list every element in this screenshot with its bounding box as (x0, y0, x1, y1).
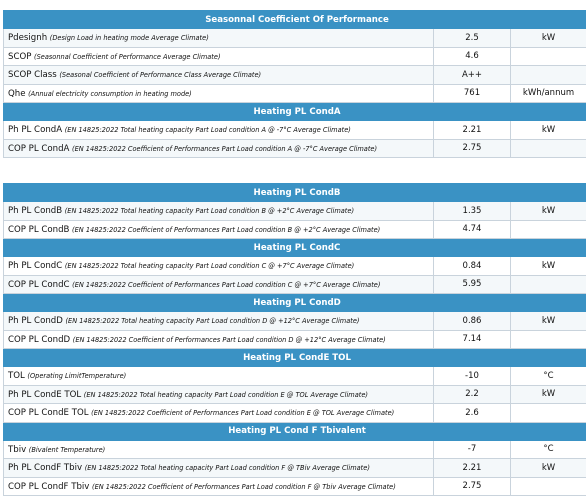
unit-cell: kW (511, 459, 586, 478)
section-header: Heating PL CondC (4, 239, 586, 257)
value-cell: 2.75 (434, 139, 511, 158)
parameter-label: SCOP Class (8, 70, 57, 81)
parameter-label: Ph PL CondB (8, 206, 63, 217)
parameter-label: Ph PL CondD (8, 316, 63, 327)
parameter-label: Ph PL CondA (8, 125, 63, 136)
parameter-cell (4, 312, 434, 331)
section-header-row (4, 184, 586, 202)
table-row (4, 47, 586, 66)
parameter-description: (EN 14825:2022 Total heating capacity Part Load condition D @ +12°C Average Climate) (65, 317, 360, 326)
parameter-description: (EN 14825:2022 Coefficient of Performances Part Load condition C @ +7°C Average Climate) (72, 280, 381, 289)
unit-cell (511, 477, 586, 496)
parameter-description: (EN 14825:2022 Coefficient of Performances Part Load condition E @ TOL Average Climate) (91, 409, 395, 418)
value-cell: -10 (434, 367, 511, 386)
section-header: Heating PL Cond F Tbivalent (4, 422, 586, 440)
part-load-table (3, 183, 586, 496)
value-cell: 761 (434, 84, 511, 103)
parameter-cell (4, 385, 434, 404)
parameter-cell (4, 121, 434, 140)
section-header: Heating PL CondE TOL (4, 349, 586, 367)
parameter-description: (Design Load in heating mode Average Climate) (49, 34, 209, 43)
parameter-label: COP PL CondA (8, 143, 70, 154)
unit-cell: kWh/annum (511, 84, 586, 103)
parameter-cell (4, 257, 434, 276)
table-row (4, 66, 586, 85)
table-row (4, 84, 586, 103)
parameter-description: (EN 14825:2022 Coefficient of Performances Part Load condition F @ Tbiv Average Climate) (92, 482, 396, 491)
parameter-label: COP PL CondE TOL (8, 408, 89, 419)
parameter-cell (4, 139, 434, 158)
unit-cell (511, 330, 586, 349)
value-cell: A++ (434, 66, 511, 85)
parameter-label: Qhe (8, 88, 26, 99)
value-cell: 2.6 (434, 404, 511, 423)
section-header-row (4, 349, 586, 367)
section-header-row (4, 239, 586, 257)
unit-cell: kW (511, 202, 586, 221)
parameter-cell (4, 202, 434, 221)
parameter-label: Ph PL CondE TOL (8, 389, 82, 400)
table-row (4, 29, 586, 48)
parameter-label: Tbiv (8, 444, 27, 455)
table-row (4, 385, 586, 404)
parameter-description: (EN 14825:2022 Coefficient of Performances Part Load condition D @ +12°C Average Climate) (72, 335, 386, 344)
value-cell: -7 (434, 440, 511, 459)
parameter-label: Ph PL CondC (8, 261, 63, 272)
section-header: Heating PL CondA (4, 103, 586, 121)
table-row (4, 139, 586, 158)
parameter-description: (Seasonnal Coefficient of Performance Average Climate) (34, 52, 221, 61)
parameter-cell (4, 66, 434, 85)
parameter-cell (4, 220, 434, 239)
value-cell: 5.95 (434, 275, 511, 294)
parameter-label: COP PL CondF Tbiv (8, 481, 90, 492)
table-row (4, 367, 586, 386)
unit-cell: kW (511, 385, 586, 404)
section-header: Heating PL CondB (4, 184, 586, 202)
parameter-description: (EN 14825:2022 Total heating capacity Part Load condition A @ -7°C Average Climate) (64, 126, 351, 135)
table-title-row (4, 11, 586, 29)
value-cell: 0.84 (434, 257, 511, 276)
unit-cell: kW (511, 312, 586, 331)
parameter-description: (Annual electricity consumption in heating mode) (28, 89, 192, 98)
unit-cell (511, 275, 586, 294)
parameter-label: Ph PL CondF Tbiv (8, 463, 83, 474)
parameter-cell (4, 440, 434, 459)
section-header-row (4, 103, 586, 121)
unit-cell (511, 220, 586, 239)
table-row (4, 257, 586, 276)
parameter-cell (4, 477, 434, 496)
value-cell: 2.2 (434, 385, 511, 404)
table-row (4, 220, 586, 239)
value-cell: 4.6 (434, 47, 511, 66)
section-header-row (4, 294, 586, 312)
parameter-description: (Bivalent Temperature) (28, 445, 106, 454)
section-header: Seasonnal Coefficient Of Performance (4, 11, 586, 29)
table-row (4, 275, 586, 294)
unit-cell: kW (511, 257, 586, 276)
value-cell: 2.21 (434, 459, 511, 478)
parameter-description: (EN 14825:2022 Coefficient of Performances Part Load condition B @ +2°C Average Climate) (72, 225, 381, 234)
parameter-description: (Seasonal Coefficient of Performance Class Average Climate) (59, 71, 262, 80)
unit-cell (511, 139, 586, 158)
parameter-description: (EN 14825:2022 Total heating capacity Part Load condition B @ +2°C Average Climate) (64, 207, 355, 216)
parameter-cell (4, 84, 434, 103)
parameter-cell (4, 47, 434, 66)
value-cell: 4.74 (434, 220, 511, 239)
parameter-description: (Operating LimitTemperature) (27, 372, 127, 381)
parameter-description: (EN 14825:2022 Total heating capacity Part Load condition E @ TOL Average Climate) (83, 390, 368, 399)
unit-cell: °C (511, 367, 586, 386)
parameter-label: SCOP (8, 51, 32, 62)
parameter-cell (4, 29, 434, 48)
value-cell: 2.5 (434, 29, 511, 48)
value-cell: 0.86 (434, 312, 511, 331)
unit-cell: kW (511, 121, 586, 140)
parameter-description: (EN 14825:2022 Coefficient of Performances Part Load condition A @ -7°C Average Climate) (72, 144, 378, 153)
table-row (4, 312, 586, 331)
table-row (4, 440, 586, 459)
parameter-cell (4, 330, 434, 349)
value-cell: 2.21 (434, 121, 511, 140)
table-row (4, 404, 586, 423)
unit-cell (511, 404, 586, 423)
table-row (4, 121, 586, 140)
parameter-description: (EN 14825:2022 Total heating capacity Part Load condition F @ TBiv Average Climate) (84, 464, 370, 473)
table-row (4, 330, 586, 349)
unit-cell: kW (511, 29, 586, 48)
parameter-description: (EN 14825:2022 Total heating capacity Part Load condition C @ +7°C Average Climate) (64, 262, 355, 271)
parameter-cell (4, 459, 434, 478)
value-cell: 7.14 (434, 330, 511, 349)
parameter-label: TOL (8, 371, 25, 382)
value-cell: 1.35 (434, 202, 511, 221)
unit-cell (511, 66, 586, 85)
parameter-cell (4, 275, 434, 294)
section-header-row (4, 422, 586, 440)
table-row (4, 459, 586, 478)
value-cell: 2.75 (434, 477, 511, 496)
parameter-label: COP PL CondB (8, 224, 70, 235)
parameter-cell (4, 367, 434, 386)
unit-cell (511, 47, 586, 66)
parameter-label: COP PL CondC (8, 279, 70, 290)
parameter-cell (4, 404, 434, 423)
scop-table (3, 10, 586, 158)
parameter-label: COP PL CondD (8, 334, 71, 345)
unit-cell: °C (511, 440, 586, 459)
section-header: Heating PL CondD (4, 294, 586, 312)
parameter-label: Pdesignh (8, 33, 48, 44)
table-row (4, 477, 586, 496)
table-row (4, 202, 586, 221)
